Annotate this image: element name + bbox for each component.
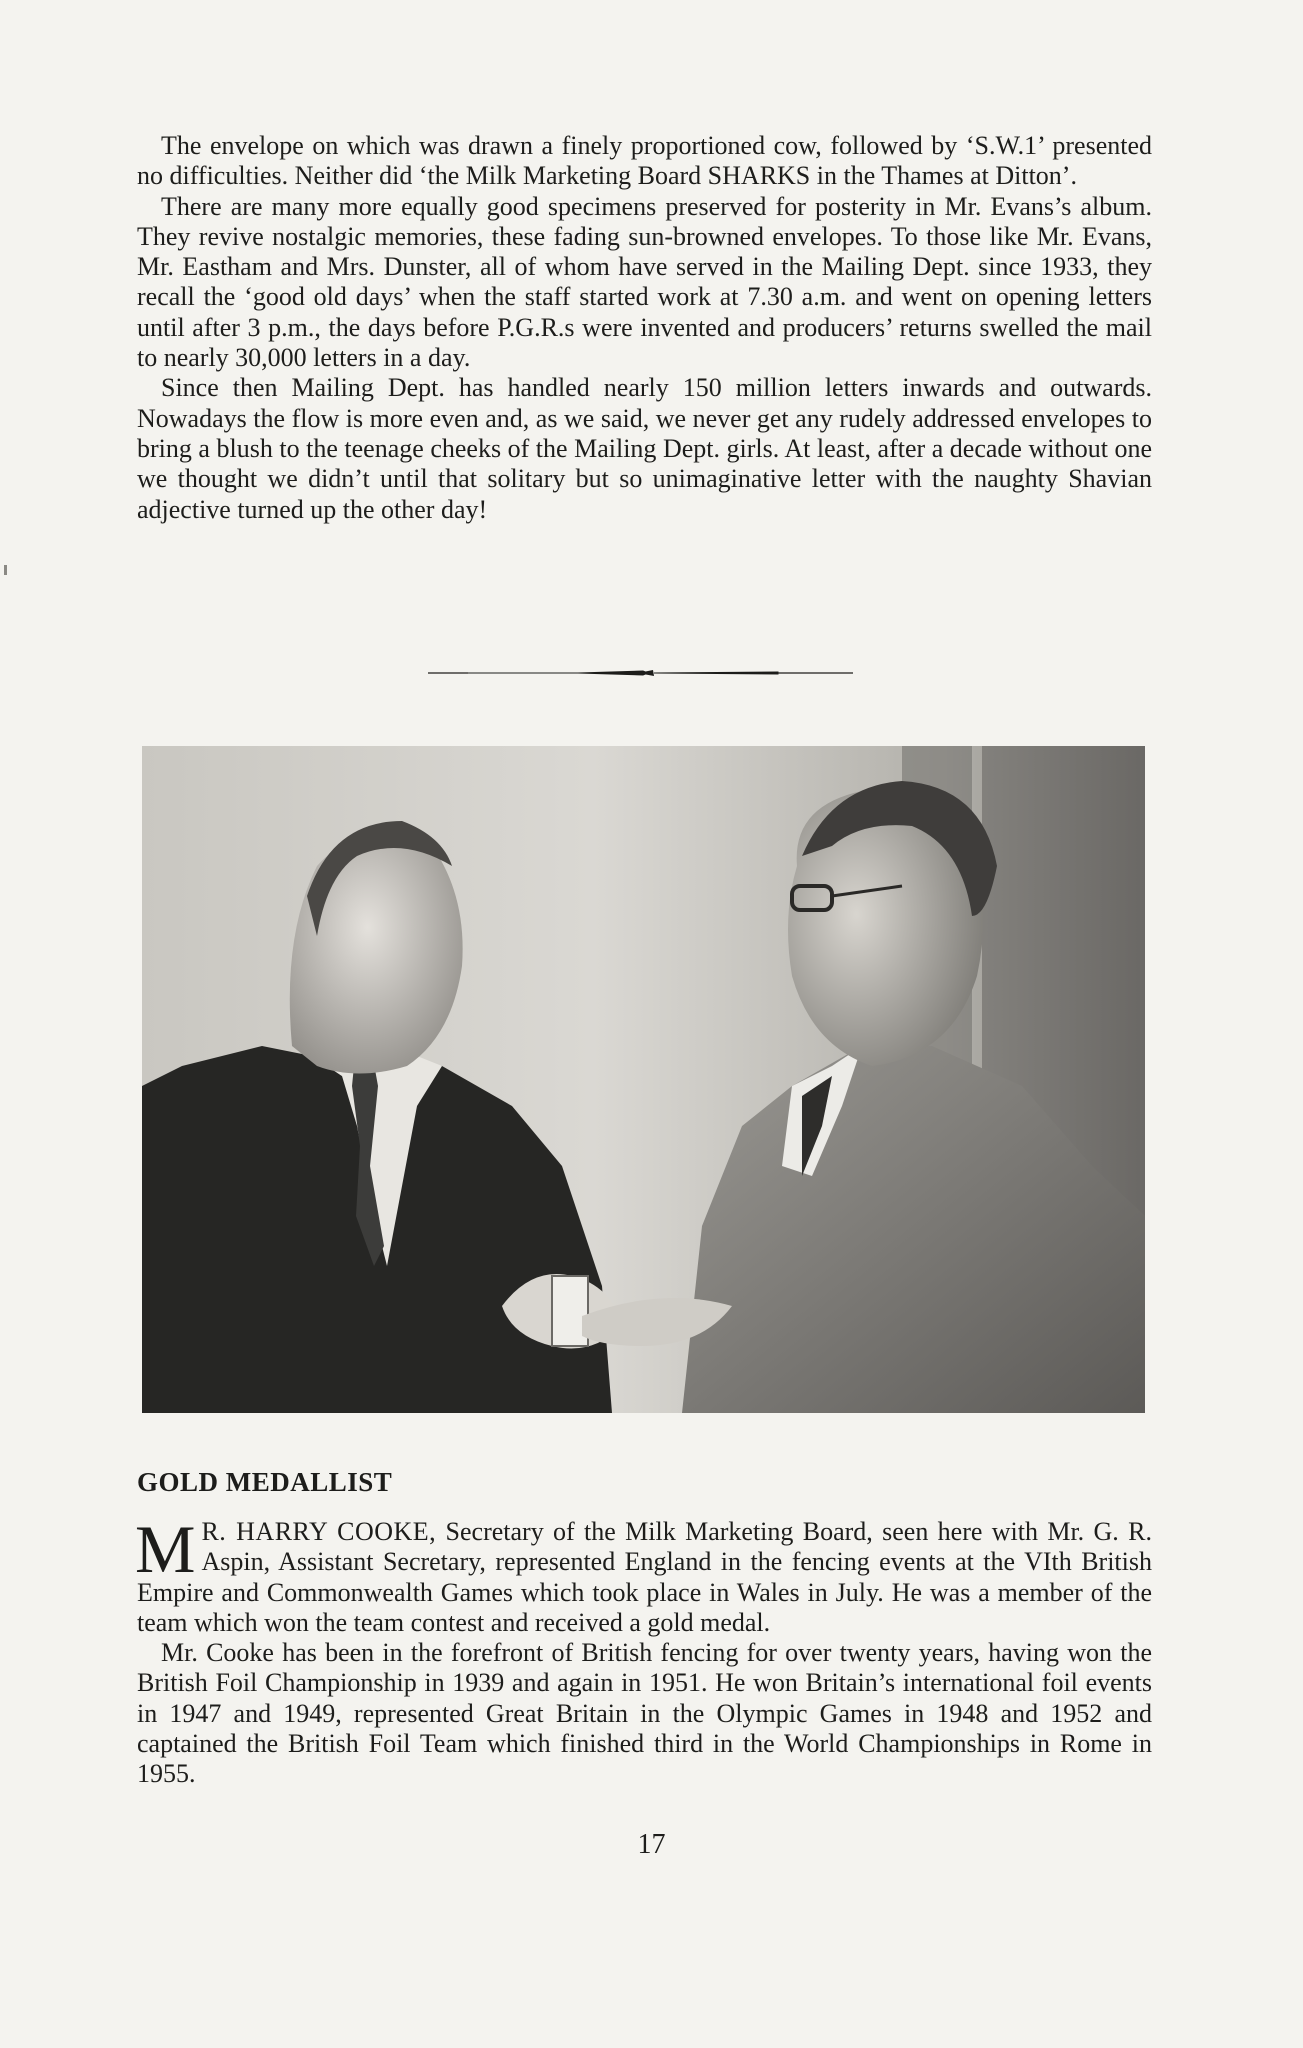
section-heading: GOLD MEDALLIST xyxy=(137,1467,393,1497)
feature-article-text xyxy=(135,1511,1152,1790)
paragraph-envelope: The envelope on which was drawn a finely proportioned cow, followed by ‘S.W.1’ presented no difficulties. Neither did ‘the Milk Marketing Board SHARKS in the Thames at Ditton’. xyxy=(137,131,1152,191)
paragraph-harry-cooke-text: Secretary of the Milk Marketing Board, seen here with Mr. G. R. Aspin, Assistant Secretary, represented England in the fencing events at the VIth British Empire and Commonwealth Games which took place in Wales in July. He was a member of the team which won the team contest and received a gold medal. xyxy=(137,1517,1152,1637)
photo-illustration xyxy=(142,746,1145,1413)
photo-presentation xyxy=(142,746,1145,1413)
page-edge-mark xyxy=(4,565,7,575)
lead-in-caps: R. HARRY COOKE, xyxy=(201,1517,437,1546)
paragraph-mailing-dept: Since then Mailing Dept. has handled nearly 150 million letters inwards and outwards. Nowadays the flow is more even and, as we said, we never get any rudely addressed envelopes to bring a blush to the teenage cheeks of the Mailing Dept. girls. At least, after a decade without one we thought we didn’t until that solitary but so unimaginative letter with the naughty Shavian adjective turned up the other day! xyxy=(137,373,1152,524)
page-number: 17 xyxy=(637,1829,666,1860)
section-divider xyxy=(428,668,853,678)
paragraph-harry-cooke xyxy=(135,1511,1152,1638)
paragraph-album: There are many more equally good specimens preserved for posterity in Mr. Evans’s album. They revive nostalgic memories, these fading sun-browned envelopes. To those like Mr. Evans, Mr. Eastham and Mrs. Dunster, all of whom have served in the Mailing Dept. since 1933, they recall the ‘good old days’ when the staff started work at 7.30 a.m. and went on opening letters until after 3 p.m., the days before P.G.R.s were invented and producers’ returns swelled the mail to nearly 30,000 letters in a day. xyxy=(137,191,1152,373)
drop-cap: M xyxy=(135,1511,196,1587)
top-article-text xyxy=(137,131,1152,525)
paragraph-fencing-career: Mr. Cooke has been in the forefront of British fencing for over twenty years, having won the British Foil Championship in 1939 and again in 1951. He won Britain’s international foil events in 1947 and 1949, represented Great Britain in the Olympic Games in 1948 and 1952 and captained the British Foil Team which finished third in the World Championships in Rome in 1955. xyxy=(137,1638,1152,1789)
